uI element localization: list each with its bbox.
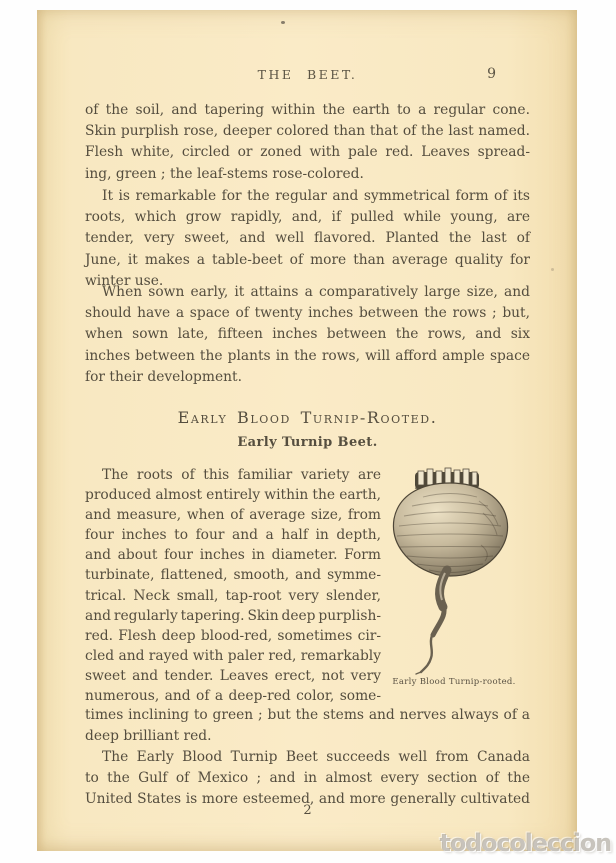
page-number: 9 [487, 66, 496, 82]
text-line: produced almost entirely within the earth, [85, 487, 381, 504]
paragraph-sowing-spacing [85, 282, 530, 388]
text-line: Flesh white, circled or zoned with pale red. Leaves spread- [85, 144, 530, 161]
book-page [37, 10, 577, 851]
section-subheading: Early Turnip Beet. [237, 435, 378, 450]
beet-figure [381, 467, 527, 693]
running-title: THE BEET. [257, 67, 358, 82]
text-line: and regularly tapering. Skin deep purplish- [85, 607, 381, 624]
text-line: The Early Blood Turnip Beet succeeds well from Canada [102, 749, 530, 765]
page-header [85, 67, 530, 85]
paragraph-roots-description [85, 465, 381, 706]
text-line: trical. Neck small, tap-root very slender, [85, 587, 381, 604]
text-line: roots, which grow rapidly, and, if pulled while young, are [85, 209, 530, 226]
text-line: June, it makes a table-beet of more than average quality for [85, 251, 530, 268]
text-line: United States is more esteemed, and more generally cultivated [85, 791, 530, 808]
text-line: deep brilliant red. [85, 728, 212, 745]
text-line: winter use. [85, 272, 164, 289]
text-line: four inches to four and a half in depth, [85, 527, 381, 544]
text-line: ing, green ; the leaf-stems rose-colored. [85, 165, 364, 182]
section-heading: Early Blood Turnip-Rooted. [177, 408, 438, 427]
text-line: times inclining to green ; but the stems and nerves always of a [85, 707, 530, 723]
text-line: inches between the plants in the rows, will afford ample space [85, 347, 530, 364]
text-column [85, 10, 530, 851]
paragraph-skin-flesh [85, 100, 530, 185]
beet-bulb [393, 483, 507, 576]
figure-caption: Early Blood Turnip-rooted. [392, 677, 516, 687]
text-line: should have a space of twenty inches between the rows ; but, [85, 305, 530, 322]
text-line: of the soil, and tapering within the earth to a regular cone. [85, 102, 530, 118]
text-line: turbinate, flattened, smooth, and symme- [85, 567, 381, 584]
text-line: numerous, and of a deep-red color, some- [85, 688, 381, 705]
ink-speck [551, 268, 554, 271]
text-line: It is remarkable for the regular and symmetrical form of its [102, 188, 530, 204]
text-line: sweet and tender. Leaves erect, not very [85, 667, 381, 684]
text-line: The roots of this familiar variety are [102, 467, 381, 483]
todocoleccion-watermark: todocoleccion [439, 829, 611, 857]
text-line: for their development. [85, 368, 242, 385]
text-line: to the Gulf of Mexico ; and in almost every section of the [85, 770, 530, 787]
paragraph-roots-continued [85, 705, 530, 747]
text-line: Skin purplish rose, deeper colored than that of the last named. [85, 123, 530, 140]
paragraph-succeeds-well [85, 747, 530, 811]
text-line: when sown late, fifteen inches between the rows, and six [85, 326, 530, 343]
text-line: When sown early, it attains a comparatively large size, and [102, 284, 530, 300]
tap-root [416, 570, 447, 674]
text-line: and about four inches in diameter. Form [85, 547, 381, 564]
signature-mark: 2 [303, 803, 312, 818]
text-line: and measure, when of average size, from [85, 507, 381, 524]
text-line: red. Flesh deep blood-red, sometimes cir- [85, 627, 381, 644]
text-line: cled and rayed with paler red, remarkably [85, 647, 381, 664]
text-line: tender, very sweet, and well flavored. Planted the last of [85, 230, 530, 247]
paragraph-remarkable-form [85, 186, 530, 292]
beet-illustration [381, 467, 527, 677]
